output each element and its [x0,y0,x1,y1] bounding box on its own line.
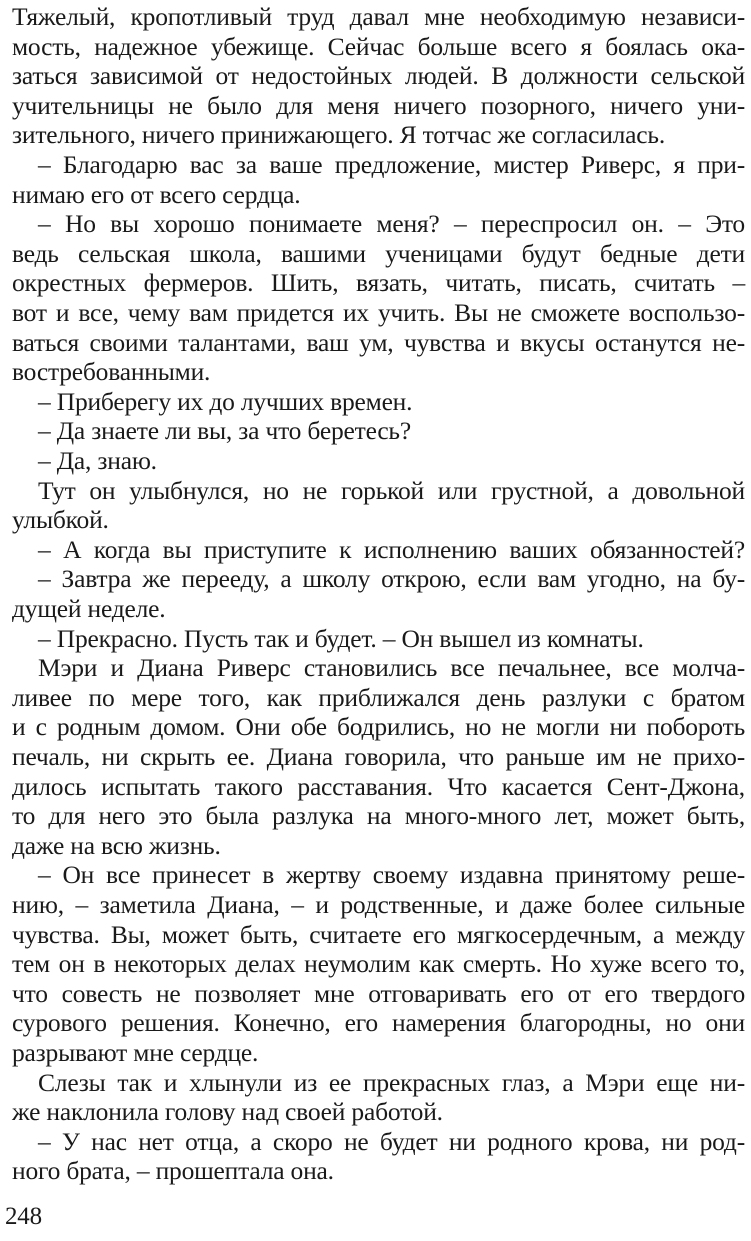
text-line: мость, надежное убежище. Сейчас больше всего я боялась ока- [12,31,745,61]
text-line: учительницы не было для меня ничего позорного, ничего уни- [12,90,745,120]
text-line: – Да, знаю. [38,446,157,475]
text-line: тем он в некоторых делах неумолим как смерть. Но хуже всего то, [12,949,745,979]
text-line: чувства. Вы, может быть, считаете его мягкосердечным, а между [12,919,745,949]
page-number: 248 [5,1203,42,1230]
text-line: сурового решения. Конечно, его намерения благородны, но они [12,1008,745,1038]
text-line: ного брата, – прошептала она. [12,1156,334,1186]
text-line: нимаю его от всего сердца. [12,179,301,209]
text-line: вот и все, чему вам придется их учить. Вы не сможете воспользо- [12,298,745,327]
text-line: – А когда вы приступите к исполнению ваших обязанностей? [38,534,745,564]
text-line: – Благодарю вас за ваше предложение, мистер Риверс, я при- [38,150,745,179]
text-line: – Приберегу их до лучших времен. [38,386,413,416]
text-line: окрестных фермеров. Шить, вязать, читать, писать, считать – [12,268,745,298]
text-line: – Но вы хорошо понимаете меня? – переспросил он. – Это [38,209,745,239]
text-line: зительного, ничего принижающего. Я тотчас же согласилась. [12,120,666,150]
text-line: – Он все принесет в жертву своему издавна принятому реше- [38,860,745,890]
text-line: дущей неделе. [12,594,166,623]
text-line: разрывают мне сердце. [12,1038,259,1067]
text-line: же наклонила голову над своей работой. [12,1097,443,1127]
text-line: улыбкой. [12,505,109,535]
text-line: и с родным домом. Они обе бодрились, но не могли ни побороть [12,712,745,742]
text-line: – Да знаете ли вы, за что беретесь? [38,416,411,446]
text-line: ведь сельская школа, вашими ученицами будут бедные дети [12,238,745,268]
text-line: нию, – заметила Диана, – и родственные, и даже более сильные [12,890,745,919]
text-line: Слезы так и хлынули из ее прекрасных глаз, а Мэри еще ни- [38,1067,745,1097]
text-line: Мэри и Диана Риверс становились все печальнее, все молча- [38,653,745,683]
text-line: востребованными. [12,357,211,387]
text-line: даже на всю жизнь. [12,830,221,860]
text-line: – Завтра же перееду, а школу открою, если вам угодно, на бу- [38,564,745,594]
text-line: дилось испытать такого расставания. Что касается Сент-Джона, [12,771,745,801]
text-line: – Прекрасно. Пусть так и будет. – Он вышел из комнаты. [38,623,644,653]
text-line: Тяжелый, кропотливый труд давал мне необходимую независи- [12,2,745,31]
text-line: печаль, ни скрыть ее. Диана говорила, что раньше им не прихо- [12,742,745,771]
text-line: ливее по мере того, как приближался день разлуки с братом [12,682,745,712]
text-line: что совесть не позволяет мне отговаривать его от его твердого [12,978,745,1008]
text-line: то для него это была разлука на много-много лет, может быть, [12,801,745,831]
text-line: Тут он улыбнулся, но не горькой или грустной, а довольной [38,475,745,505]
text-line: – У нас нет отца, а скоро не будет ни родного крова, ни род- [38,1126,745,1156]
text-line: ваться своими талантами, ваш ум, чувства и вкусы останутся не- [12,327,745,357]
text-line: заться зависимой от недостойных людей. В должности сельской [12,61,745,91]
